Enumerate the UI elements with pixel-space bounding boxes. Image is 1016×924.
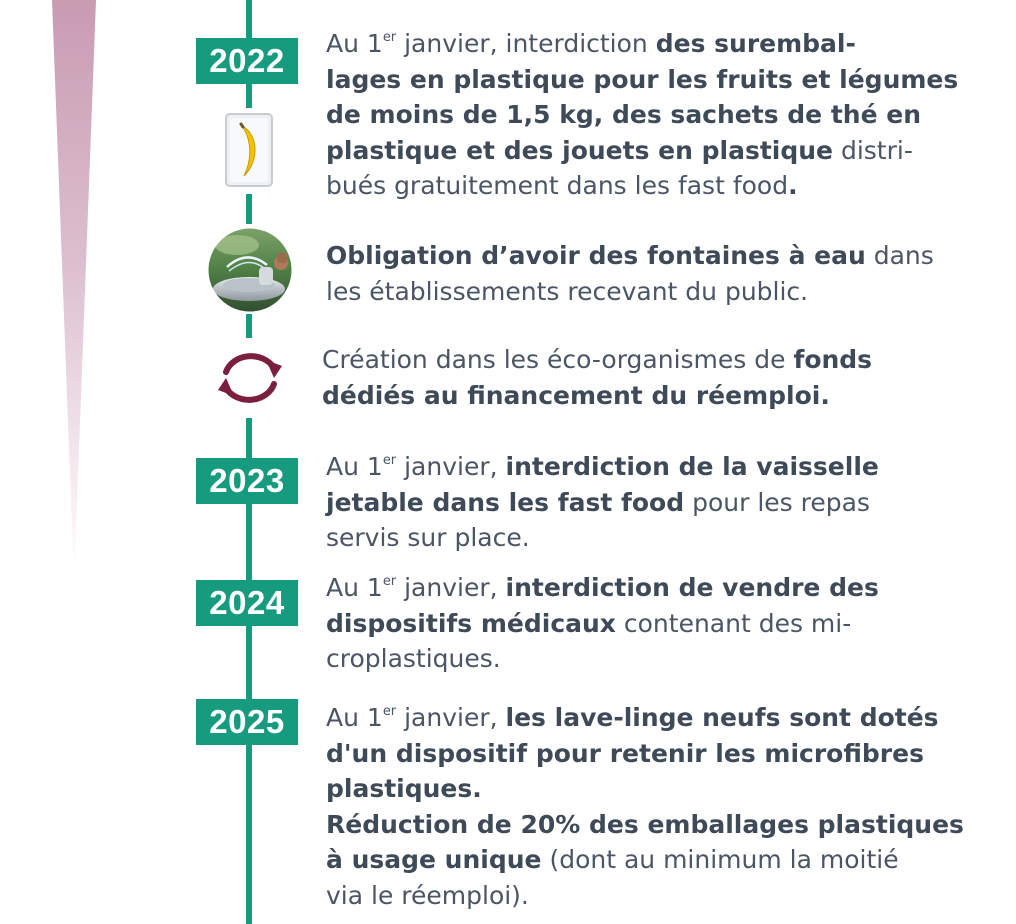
entry-text-segment: Réduction de 20% des emballages plastiques	[326, 809, 964, 839]
entry-text-segment: er	[382, 453, 397, 468]
entry-text-segment: lages en plastique pour les fruits et légumes	[326, 64, 959, 94]
entry-text-segment: Au 1	[326, 703, 383, 732]
entry-text-segment: janvier,	[396, 703, 506, 732]
entry-text-segment: Au 1	[326, 452, 383, 481]
entry-text-segment: les établissements recevant du public.	[326, 276, 809, 306]
entry-text-segment: bués gratuitement dans les fast food	[326, 171, 789, 200]
entry-text-segment: er	[382, 574, 397, 589]
decorative-pink-cone	[52, 0, 96, 580]
entry-text-segment: er	[382, 30, 397, 45]
entry-text-segment: via le réemploi).	[326, 880, 529, 910]
entry-reuse-funds-text	[322, 342, 962, 413]
entry-2022-text	[326, 26, 966, 204]
entry-text-segment: Au 1	[326, 573, 383, 602]
entry-text-segment: janvier,	[396, 573, 506, 602]
year-badge-2022: 2022	[196, 38, 298, 84]
year-badge-2024: 2024	[196, 580, 298, 626]
entry-text-segment: des surembal-	[655, 29, 856, 58]
entry-text-segment: interdiction de la vaisselle	[505, 452, 879, 481]
water-fountain-photo	[207, 227, 293, 313]
entry-text-segment: dans	[865, 241, 934, 270]
year-badge-2023: 2023	[196, 458, 298, 504]
entry-text-segment: jetable dans les fast food	[326, 487, 685, 517]
reuse-cycle-arrows-icon	[212, 344, 288, 412]
entry-text-segment: les lave-linge neufs sont dotés	[505, 703, 939, 732]
entry-text-segment: interdiction de vendre des	[505, 573, 879, 602]
year-badge-2025: 2025	[196, 699, 298, 745]
entry-2023-text	[326, 449, 966, 556]
entry-text-segment: dédiés au financement du réemploi.	[322, 380, 830, 410]
entry-text-segment: er	[382, 704, 397, 719]
entry-2024-text	[326, 570, 966, 677]
entry-text-segment: .	[788, 171, 798, 200]
entry-text-segment: plastique et des jouets en plastique	[326, 135, 834, 165]
entry-2025-text	[326, 700, 966, 913]
entry-text-segment: croplastiques.	[326, 644, 501, 673]
entry-text-segment: distri-	[833, 135, 913, 165]
entry-text-segment: contenant des mi-	[615, 608, 852, 638]
entry-fountains-text	[326, 238, 966, 309]
entry-text-segment: janvier,	[396, 452, 506, 481]
entry-text-segment: Obligation d’avoir des fontaines à eau	[326, 241, 866, 270]
entry-text-segment: (dont au minimum la moitié	[541, 845, 899, 874]
entry-text-segment: plastiques.	[326, 774, 482, 803]
banana-packaging-icon	[224, 112, 274, 188]
entry-text-segment: Au 1	[326, 29, 383, 58]
entry-text-segment: fonds	[793, 345, 873, 374]
entry-text-segment: de moins de 1,5 kg, des sachets de thé en	[326, 100, 922, 129]
entry-text-segment: d'un dispositif pour retenir les microfibres	[326, 738, 924, 768]
entry-text-segment: janvier, interdiction	[396, 29, 656, 58]
entry-text-segment: dispositifs médicaux	[326, 608, 616, 638]
entry-text-segment: pour les repas	[684, 487, 870, 517]
entry-text-segment: Création dans les éco-organismes de	[322, 345, 794, 374]
entry-text-segment: servis sur place.	[326, 523, 530, 552]
entry-text-segment: à usage unique	[326, 845, 542, 874]
